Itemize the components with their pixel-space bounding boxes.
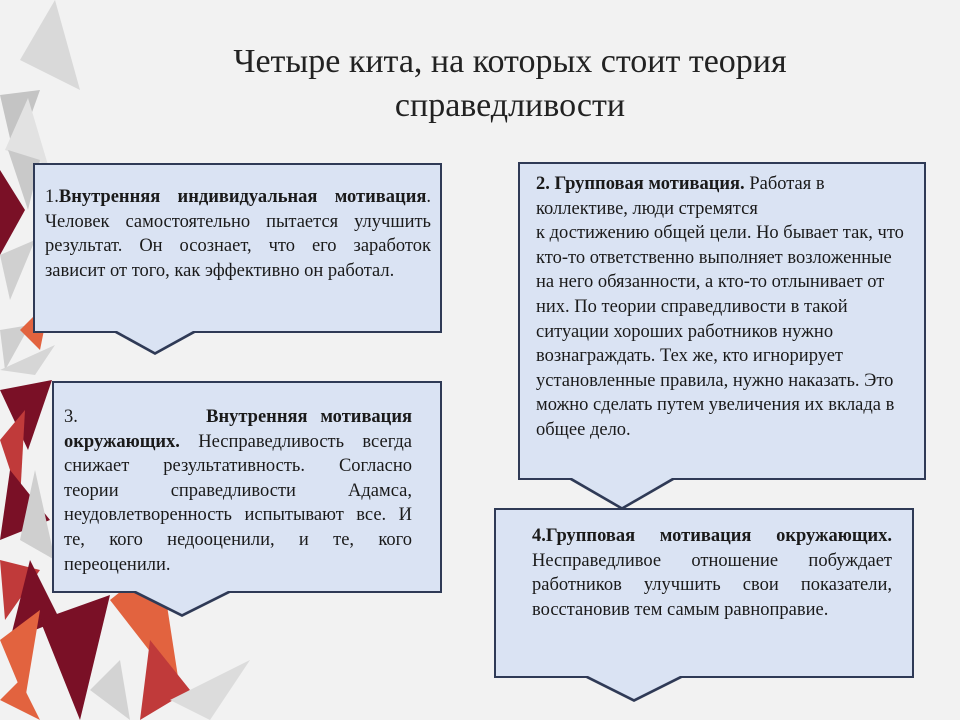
callout-body-line-1: Работая в: [744, 174, 825, 194]
callout-pointer: [586, 678, 682, 702]
deco-triangle: [20, 0, 80, 90]
callout-heading: Внутренняя мотивация окружающих.: [64, 407, 413, 452]
callout-heading: Внутренняя индивидуальная мотивация: [58, 187, 427, 207]
callout-text: [45, 185, 431, 283]
deco-triangle: [0, 240, 35, 300]
callout-pointer: [115, 333, 195, 355]
callout-heading-visible: Групповая мотивация.: [554, 174, 745, 194]
callout-number: 3.: [64, 407, 78, 427]
callout-body-line-2: коллективе, люди стремятся: [536, 198, 758, 219]
deco-triangle: [0, 680, 40, 720]
callout-pointer: [570, 480, 674, 510]
deco-triangle: [90, 660, 130, 720]
slide-title: [160, 40, 860, 128]
callout-number: 4.: [532, 526, 546, 546]
callout-body: Несправедливое отношение побуждает работников улучшить свои показатели, восстановив тем самым равноправие.: [532, 550, 892, 620]
callout-others-internal-motivation: [52, 381, 442, 593]
callout-heading: Групповая мотивация окружающих.: [545, 526, 892, 546]
title-line-2: справедливости: [394, 87, 626, 124]
callout-pointer: [134, 593, 230, 617]
callout-number: 1.: [45, 187, 59, 207]
callout-body: . Человек самостоятельно пытается улучшить результат. Он осознает, что его заработок зависит от того, как эффективно он работал.: [45, 187, 431, 281]
callout-text: [64, 405, 412, 577]
callout-individual-internal-motivation: [33, 163, 442, 333]
callout-others-group-motivation: [494, 508, 914, 678]
callout-group-motivation: [518, 162, 926, 480]
callout-text: [532, 524, 892, 622]
callout-body: Несправедливость всегда снижает результативность. Согласно теории справедливости Адамса, неудовлетворенность испытывают все. И те, кого недооценили, и те, кого переоценили.: [64, 431, 412, 575]
callout-number: 2.: [536, 174, 550, 194]
callout-text: [536, 172, 910, 443]
callout-body-rest: к достижению общей цели. Но бывает так, что кто-то ответственно выполняет возложенные на него обязанности, а кто-то отлынивает от них. По теории справедливости в такой ситуации хороших работников нужно вознаграждать. Тех же, кто игнорирует установленные правила, нужно наказать. Это можно сделать путем увеличения их вклада в общее дело.: [536, 223, 904, 440]
title-line-1: Четыре кита, на которых стоит теория: [233, 43, 787, 80]
